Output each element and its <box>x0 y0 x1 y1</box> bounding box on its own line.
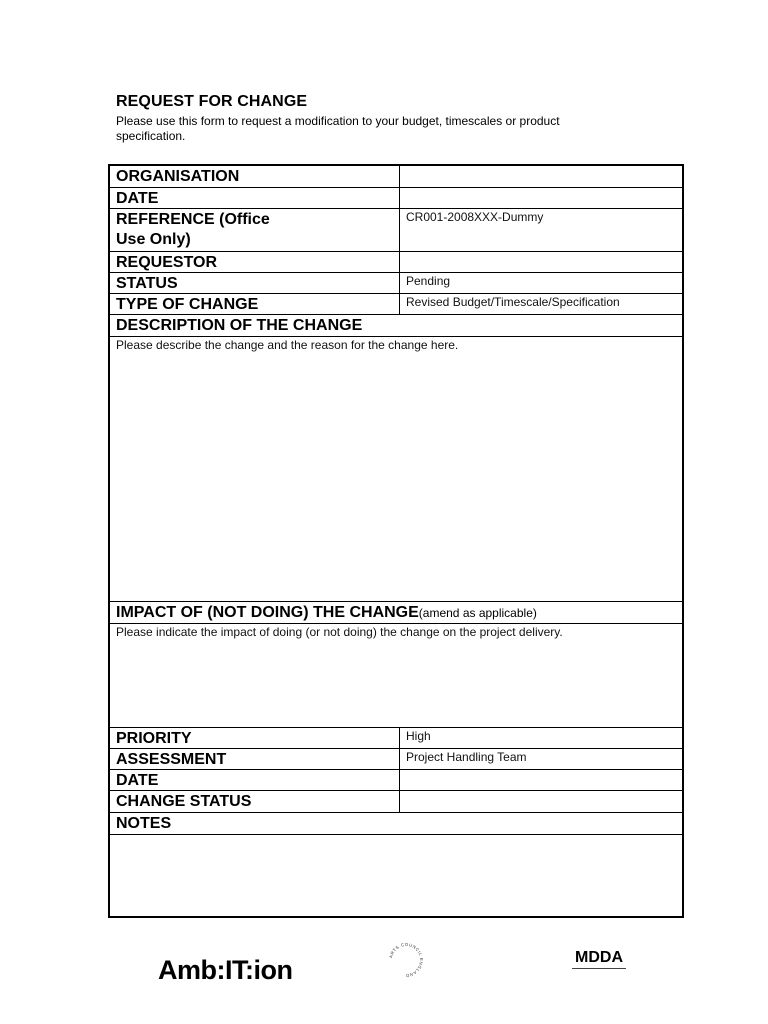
value-organisation[interactable] <box>400 166 682 187</box>
row-change-status <box>110 791 682 813</box>
value-type-of-change[interactable]: Revised Budget/Timescale/Specification <box>406 295 620 309</box>
value-reference[interactable]: CR001-2008XXX-Dummy <box>406 210 544 224</box>
row-organisation <box>110 166 682 188</box>
arts-council-logo-text: ARTS COUNCIL ENGLAND <box>388 941 425 979</box>
value-date[interactable] <box>400 188 682 208</box>
label-description: DESCRIPTION OF THE CHANGE <box>116 317 363 334</box>
label-assessment: ASSESSMENT <box>110 749 400 769</box>
ambition-logo <box>158 955 292 986</box>
value-status[interactable]: Pending <box>406 274 451 288</box>
label-reference: REFERENCE (Office Use Only) <box>110 209 400 251</box>
description-area[interactable] <box>110 337 682 602</box>
impact-area[interactable] <box>110 624 682 728</box>
mdda-logo-text: MDDA <box>575 949 623 966</box>
row-assessment <box>110 749 682 770</box>
mdda-logo-underline <box>572 968 626 969</box>
value-requestor[interactable] <box>400 252 682 272</box>
label-requestor: REQUESTOR <box>110 252 400 272</box>
row-status <box>110 273 682 294</box>
label-organisation: ORGANISATION <box>110 166 400 187</box>
row-date <box>110 188 682 209</box>
row-impact-header <box>110 602 682 624</box>
row-priority <box>110 728 682 749</box>
value-change-status[interactable] <box>400 791 682 812</box>
intro-text: Please use this form to request a modification to your budget, timescales or product specification. <box>116 114 560 143</box>
value-assessment-date[interactable] <box>400 770 682 790</box>
svg-text:ARTS COUNCIL ENGLAND <box>388 942 424 978</box>
page-title: REQUEST FOR CHANGE <box>116 93 308 110</box>
impact-label-text: IMPACT OF (NOT DOING) THE CHANGE <box>116 604 419 621</box>
label-date: DATE <box>110 188 400 208</box>
arts-council-seal-icon <box>386 940 426 980</box>
value-assessment[interactable]: Project Handling Team <box>406 750 527 764</box>
label-change-status: CHANGE STATUS <box>110 791 400 812</box>
description-text: Please describe the change and the reason for the change here. <box>116 338 459 352</box>
row-type-of-change <box>110 294 682 315</box>
arts-council-logo <box>386 940 426 980</box>
label-priority: PRIORITY <box>110 728 400 748</box>
impact-note: (amend as applicable) <box>418 606 537 620</box>
ambition-logo-text: Amb:IT:ion <box>158 955 293 985</box>
row-requestor <box>110 252 682 273</box>
label-assessment-date: DATE <box>110 770 400 790</box>
value-priority[interactable]: High <box>406 729 431 743</box>
row-assessment-date <box>110 770 682 791</box>
change-request-form <box>108 164 684 918</box>
row-reference <box>110 209 682 252</box>
notes-area[interactable] <box>110 835 682 916</box>
label-status: STATUS <box>110 273 400 293</box>
row-notes-header <box>110 813 682 835</box>
label-impact <box>110 602 682 623</box>
label-type-of-change: TYPE OF CHANGE <box>110 294 400 314</box>
label-notes: NOTES <box>116 815 172 832</box>
row-description-header <box>110 315 682 337</box>
impact-text: Please indicate the impact of doing (or not doing) the change on the project delivery. <box>116 625 563 639</box>
mdda-logo <box>568 950 630 980</box>
